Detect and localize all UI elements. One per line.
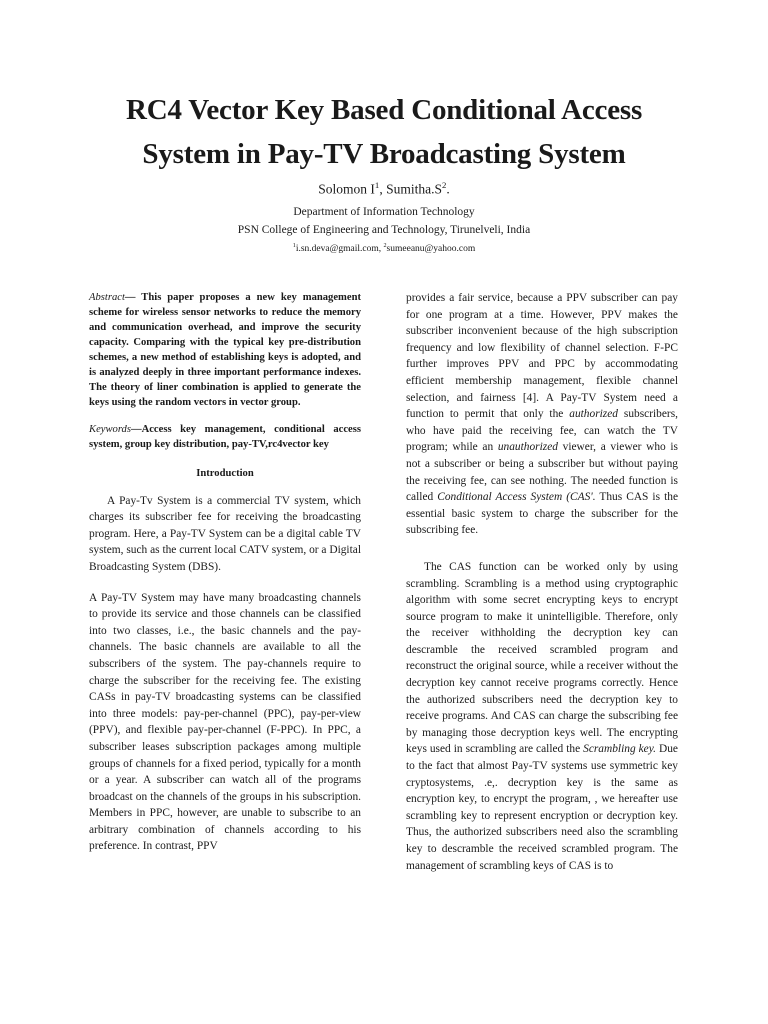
paragraph: A Pay-TV System may have many broadcasting channels to provide its service and those channels can be classified into two classes, i.e., the basic channels and the pay-channels. The basic channels are available to all the subscribers of the system. The pay-channels require to charge the subscriber for the receiving fee. The existing CASs in pay-TV broadcasting systems can be classified into three models: pay-per-channel (PPC), pay-per-view (PPV), and flexible pay-per-channel (F-PPC). In PPC, a subscriber leases subscription packages among multiple groups of channels for a fixed period, typically for a month or a year. A subscriber can watch all of the programs broadcast on the channels of the groups in his subscription. Members in PPC, however, are unable to subscribe to an arbitrary combination of channels according to his preference. In contrast, PPV — [89, 591, 361, 853]
author-separator: , — [379, 181, 387, 197]
affiliation-marker: 2 — [441, 180, 447, 190]
abstract-text: — This paper proposes a new key management scheme for wireless sensor networks to reduce the memory and communication overhead, and improve the security capacity. Comparing with the typical key pre-distribution schemes, a new method of establishing keys is adopted, and is analyzed deeply in three important performance indexes. The theory of liner combination is applied to generate the keys using the random vectors in vector group. — [89, 292, 361, 408]
author-name: Solomon I — [318, 181, 375, 197]
abstract-label: Abstract — [89, 292, 125, 303]
keywords-label: Keywords — [89, 424, 131, 435]
abstract — [89, 290, 361, 410]
email-marker: 1 — [292, 243, 296, 249]
paragraph-text: subscribers, who have paid the receiving fee, can watch the TV program; while an — [406, 408, 678, 454]
keywords — [89, 422, 361, 452]
title-line-1: RC4 Vector Key Based Conditional Access — [125, 94, 643, 126]
paragraph: A Pay-Tv System is a commercial TV system, which charges its subscriber fee for receiving the broadcasting program. Here, a Pay-TV System can be a digital cable TV system, such as the current local CATV system, or a Digital Broadcasting System (DBS). — [89, 494, 361, 573]
author-list — [0, 180, 768, 198]
paragraph-text: provides a fair service, because a PPV subscriber can pay for one program at a time. However, PPV makes the subscriber inconvenient because of the high subscription frequency and low flexibility of channel selection. F-PC further improves PPV and PPC by accommodating efficient membership management, flexible channel selection, and fairness [4]. A Pay-TV System need a function to permit that only the — [406, 292, 678, 421]
paragraph — [406, 559, 678, 874]
email: i.sn.deva@gmail.com, — [295, 244, 382, 255]
author-emails — [0, 243, 768, 254]
email-marker: 2 — [383, 243, 387, 249]
keywords-text: —Access key management, conditional access system, group key distribution, pay-TV,rc4vector key — [89, 424, 361, 450]
paragraph-text: Due to the fact that almost Pay-TV systems use symmetric key cryptosystems, .e,. decryption key is the same as encryption key, to encrypt the program, , we hereafter use scrambling key to represent encryption or decryption key. Thus, the authorized subscribers need also the scrambling key to descramble the received scrambled program. The management of scrambling keys of CAS is to — [406, 743, 678, 872]
author-list-end: . — [446, 181, 450, 197]
paragraph-text: The CAS function can be worked only by using scrambling. Scrambling is a method using cryptographic algorithm with some secret encrypting keys to encrypt source program to make it unintelligible. Therefore, only the receiver withholding the decryption key can descramble the received scrambled program and reconstruct the original source, while a receiver without the decryption key cannot receive programs correctly. Hence the authorized subscribers need the decryption key to receive programs. And CAS can charge the subscribing fee by managing those decryption keys well. The encrypting keys used in scrambling are called the — [406, 560, 678, 756]
paper-title — [60, 88, 708, 176]
section-heading-introduction: Introduction — [196, 468, 254, 479]
paragraph — [406, 290, 678, 539]
affiliation-marker: 1 — [374, 180, 380, 190]
paragraph-text: viewer, a viewer who is not a subscriber or being a subscriber but without paying the receiving fee, can see nothing. The needed function is called — [406, 441, 678, 504]
right-column — [406, 290, 678, 888]
college: PSN College of Engineering and Technology, Tirunelveli, India — [237, 224, 531, 236]
italic-term: Conditional Access System (CAS'. — [437, 491, 596, 504]
author-name: Sumitha.S — [386, 181, 442, 197]
italic-term: authorized — [569, 408, 618, 421]
italic-term: Scrambling key. — [583, 743, 657, 756]
email: sumeeanu@yahoo.com — [386, 244, 476, 255]
paragraph-text: Thus CAS is the essential basic system to charge the subscriber for the subscribing fee. — [406, 491, 678, 537]
italic-term: unauthorized — [497, 441, 558, 454]
title-line-2: System in Pay-TV Broadcasting System — [142, 138, 626, 170]
department: Department of Information Technology — [293, 206, 475, 218]
left-column — [89, 290, 361, 869]
